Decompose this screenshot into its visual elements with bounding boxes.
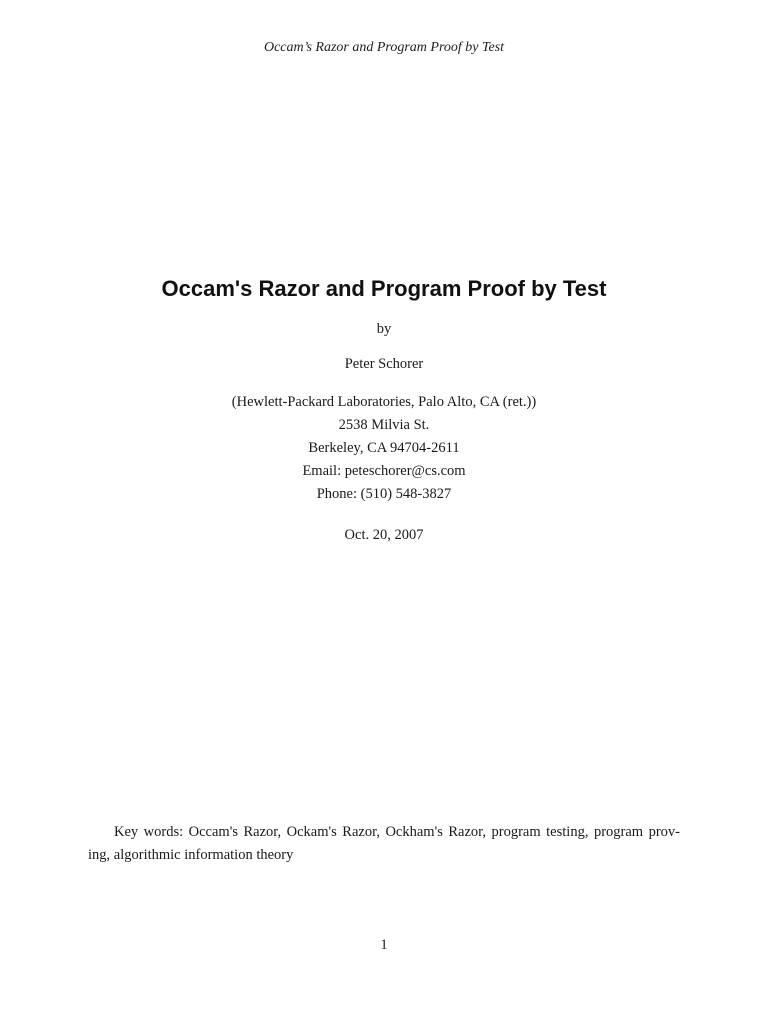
keywords-paragraph: Key words: Occam's Razor, Ockam's Razor, Ockham's Razor, program testing, program prov-ing, algorithmic information theory [88, 824, 680, 863]
author-email: Email: peteschorer@cs.com [302, 463, 466, 479]
author-name: Peter Schorer [344, 356, 424, 372]
running-header: Occam’s Razor and Program Proof by Test [263, 40, 505, 55]
document-date: Oct. 20, 2007 [344, 527, 424, 543]
address-city: Berkeley, CA 94704-2611 [308, 440, 460, 456]
address-street: 2538 Milvia St. [338, 417, 430, 433]
affiliation-line: (Hewlett-Packard Laboratories, Palo Alto, CA (ret.)) [231, 394, 537, 410]
page-number: 1 [380, 937, 388, 953]
by-line: by [376, 321, 392, 337]
author-phone: Phone: (510) 548-3827 [316, 486, 452, 502]
paper-title: Occam's Razor and Program Proof by Test [161, 276, 607, 301]
author-affiliation [0, 391, 768, 506]
